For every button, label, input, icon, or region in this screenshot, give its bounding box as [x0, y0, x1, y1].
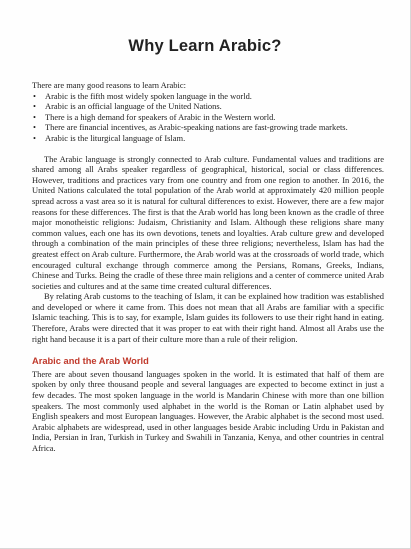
paragraph-customs: By relating Arab customs to the teaching of Islam, it can be explained how tradition was established and developed or where it came from. This does not mean that all Arabs are familiar with a specific Islamic teaching. This is to say, for example, Islam guides its followers to use their right hand in eating. Therefore, Arabs were directed that it was proper to eat with their right hand. Almost all Arabs use the right hand because it is a part of their culture more than a rule of their religion. [32, 291, 384, 344]
list-item: • Arabic is the liturgical language of Islam. [45, 133, 384, 144]
paragraph-languages: There are about seven thousand languages spoken in the world. It is estimated that half of them are spoken by only three thousand people and several languages are expected to become extinct in just a few decades. The most spoken language in the world is Mandarin Chinese with more than one billion speakers. The most commonly used alphabet in the world is the Roman or Latin alphabet used by English speakers and most European languages. However, the Arabic alphabet is the second most used. Arabic alphabets are widespread, used in other languages beside Arabic including Urdu in Pakistan and India, Persian in Iran, Turkish in Turkey and Swahili in Tanzania, Kenya, and other countries in central Africa. [32, 368, 384, 453]
list-item: • There are financial incentives, as Arabic-speaking nations are fast-growing trade markets. [45, 122, 384, 133]
intro-text: There are many good reasons to learn Arabic: [32, 80, 186, 90]
document-body [32, 80, 384, 454]
reasons-list [32, 91, 384, 144]
list-item: • Arabic is the fifth most widely spoken language in the world. [45, 91, 384, 102]
list-item: • Arabic is an official language of the United Nations. [45, 101, 384, 112]
section-heading: Arabic and the Arab World [32, 356, 149, 367]
paragraph-culture: The Arabic language is strongly connected to Arab culture. Fundamental values and traditions are shared among all Arabs speaker regardless of geographical, historical, social or class differences. However, traditions and practices vary from one country and from one region to another. In 2016, the United Nations calculated the total population of the Arab world at approximately 420 million people spread across a vast area so it is natural for cultural differences to exist. However, there are a few major reasons for these differences. The first is that the Arab world has long been known as the cradle of three major monotheistic religions: Judaism, Christianity and Islam. Although these religions share many common values, each one has its own devotions, tenets and loyalties. Arab culture grew and developed through a combination of the main principles of these three religions; nevertheless, Islam has had the greatest effect on Arab culture. Furthermore, the Arab world was at the crossroads of world trade, which encouraged cultural exchange through commerce among the Persians, Romans, Greeks, Indians, Chinese and Turks. Being the cradle of these three main religions and a center of commerce united Arab societies and cultures and at the same time created cultural differences. [32, 153, 384, 291]
page-title: Why Learn Arabic? [128, 37, 282, 55]
list-item: • There is a high demand for speakers of Arabic in the Western world. [45, 112, 384, 123]
